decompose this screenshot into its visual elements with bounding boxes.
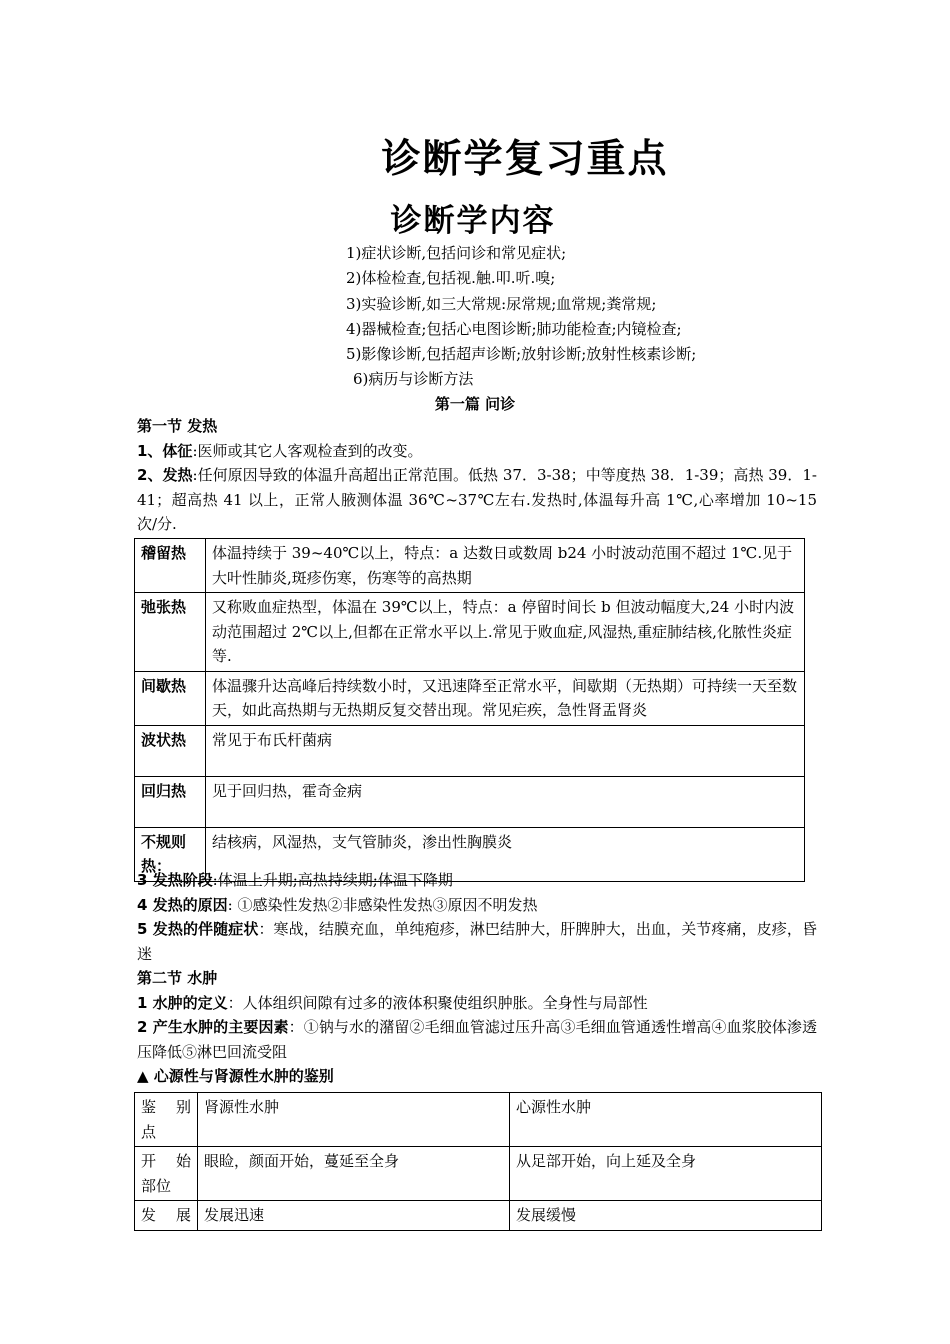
table-row — [135, 671, 805, 725]
term-text: : ①感染性发热②非感染性发热③原因不明发热 — [227, 895, 538, 914]
content-list — [346, 241, 696, 393]
term-label: 3 发热阶段 — [137, 871, 213, 889]
edema-comparison-table — [134, 1092, 822, 1231]
content-list-item: 5)影像诊断,包括超声诊断;放射诊断;放射性核素诊断; — [346, 345, 697, 364]
table-row — [135, 776, 805, 827]
table-cell: 眼睑，颜面开始，蔓延至全身 — [198, 1147, 510, 1201]
section-heading: 第一节 发热 — [137, 417, 218, 435]
table-row — [135, 539, 805, 593]
fever-types-table — [134, 538, 805, 882]
cell-text: 部位 — [141, 1176, 172, 1195]
table-cell: 体温持续于 39~40℃以上，特点：a 达数日或数周 b24 小时波动范围不超过 1℃.见于大叶性肺炎,斑疹伤寒，伤寒等的高热期 — [206, 539, 805, 593]
term-text: :医师或其它人客观检查到的改变。 — [192, 441, 423, 460]
table-cell: 稽留热 — [135, 539, 206, 593]
cell-text: 发 展 — [141, 1206, 191, 1224]
table-cell: 心源性水肿 — [510, 1093, 822, 1147]
table-row — [135, 1093, 822, 1147]
content-list-item: 4)器械检查;包括心电图诊断;肺功能检查;内镜检查; — [346, 319, 682, 338]
term-text: ：寒战，结膜充血，单纯疱疹，淋巴结肿大，肝脾肿大，出血，关节疼痛，皮疹，昏迷 — [137, 920, 817, 963]
term-label: 2 产生水肿的主要因素 — [137, 1018, 289, 1036]
term-text: ：人体组织间隙有过多的液体积聚使组织肿胀。全身性与局部性 — [227, 993, 648, 1012]
table-row — [135, 593, 805, 672]
content-list-item: 6)病历与诊断方法 — [353, 370, 474, 389]
term-text: :任何原因导致的体温升高超出正常范围。低热 37．3-38；中等度热 38．1-39；高热 39．1-41；超高热 41 以上，正常人腋测体温 36℃~37℃左右.发热时,体温每升高 1℃,心率增加 10~15 次/分. — [137, 466, 817, 533]
table-row — [135, 1147, 822, 1201]
table-cell: 结核病，风湿热，支气管肺炎，渗出性胸膜炎 — [206, 827, 805, 881]
term-text: :体温上升期;高热持续期;体温下降期 — [212, 871, 453, 889]
part-title: 第一篇 问诊 — [434, 395, 516, 413]
table-row — [135, 1201, 822, 1231]
table-cell: 回归热 — [135, 776, 206, 827]
document-title: 诊断学复习重点 — [381, 137, 669, 182]
term-text: ：①钠与水的潴留②毛细血管滤过压升高③毛细血管通透性增高④血浆胶体渗透压降低⑤淋巴回流受阻 — [137, 1018, 817, 1061]
content-list-item: 1)症状诊断,包括问诊和常见症状; — [346, 244, 567, 262]
table-cell: 不规则热： — [135, 827, 206, 881]
cell-text: 开 始 — [141, 1152, 191, 1170]
paragraph — [137, 917, 817, 966]
paragraph — [137, 868, 817, 893]
term-label: 1 水肿的定义 — [137, 993, 228, 1012]
table-cell: 间歇热 — [135, 671, 206, 725]
term-label: 1、体征 — [137, 441, 193, 460]
content-list-item: 3)实验诊断,如三大常规:尿常规;血常规;粪常规; — [346, 294, 657, 313]
table-cell — [135, 1093, 198, 1147]
fever-details — [137, 868, 817, 1089]
paragraph-fever — [137, 463, 817, 537]
comparison-title: ▲ 心源性与肾源性水肿的鉴别 — [137, 1067, 334, 1085]
table-cell: 波状热 — [135, 725, 206, 776]
paragraph — [137, 893, 817, 918]
paragraph — [137, 1015, 817, 1064]
document-subtitle: 诊断学内容 — [390, 203, 556, 239]
table-cell: 从足部开始，向上延及全身 — [510, 1147, 822, 1201]
table-row — [135, 725, 805, 776]
content-list-item: 2)体检检查,包括视.触.叩.听.嗅; — [346, 269, 556, 288]
table-cell: 肾源性水肿 — [198, 1093, 510, 1147]
section-heading: 第二节 水肿 — [137, 969, 218, 987]
paragraph-sign — [137, 439, 817, 464]
table-cell: 发展缓慢 — [510, 1201, 822, 1231]
table-cell — [135, 1147, 198, 1201]
table-cell: 发展迅速 — [198, 1201, 510, 1231]
paragraph — [137, 991, 817, 1016]
table-cell: 常见于布氏杆菌病 — [206, 725, 805, 776]
table-cell: 见于回归热，霍奇金病 — [206, 776, 805, 827]
cell-text: 鉴 别 — [141, 1098, 191, 1116]
table-cell: 又称败血症热型，体温在 39℃以上，特点：a 停留时间长 b 但波动幅度大,24 小时内波动范围超过 2℃以上,但都在正常水平以上.常见于败血症,风湿热,重症肺结核,化脓性炎症等. — [206, 593, 805, 672]
table-cell — [135, 1201, 198, 1231]
cell-text: 点 — [141, 1122, 157, 1141]
section-fever — [137, 414, 817, 537]
term-label: 2、发热 — [137, 466, 193, 484]
table-cell: 弛张热 — [135, 593, 206, 672]
table-cell: 体温骤升达高峰后持续数小时，又迅速降至正常水平，间歇期（无热期）可持续一天至数天，如此高热期与无热期反复交替出现。常见疟疾，急性肾盂肾炎 — [206, 671, 805, 725]
term-label: 4 发热的原因 — [137, 895, 228, 914]
term-label: 5 发热的伴随症状 — [137, 920, 259, 938]
